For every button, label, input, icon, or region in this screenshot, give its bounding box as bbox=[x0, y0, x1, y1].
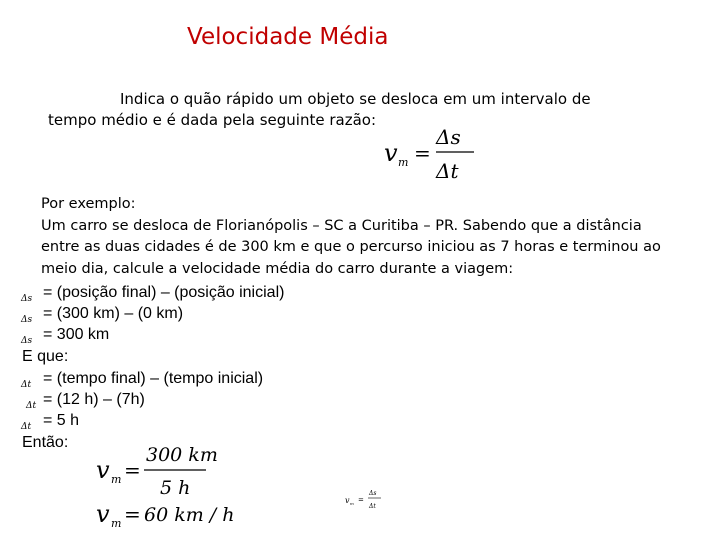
ds-line-3: = 300 km bbox=[43, 326, 110, 343]
dt-line-1: = (tempo final) – (tempo inicial) bbox=[43, 370, 264, 387]
formula-denominator: Δt bbox=[436, 159, 459, 183]
delta-s-symbol: Δs bbox=[21, 336, 33, 346]
small-equals: = bbox=[358, 496, 364, 504]
result-formula-value bbox=[96, 498, 246, 530]
average-velocity-formula bbox=[384, 122, 484, 184]
small-lhs: v bbox=[345, 496, 350, 505]
example-line-3: entre as duas cidades é de 300 km e que o percurso iniciou as 7 horas e terminou ao bbox=[41, 239, 661, 255]
result-sub: m bbox=[111, 473, 122, 486]
delta-t-symbol: Δt bbox=[21, 422, 32, 432]
result-equals: = bbox=[124, 458, 141, 482]
result-numerator: 300 km bbox=[146, 444, 218, 466]
delta-t-symbol: Δt bbox=[21, 380, 32, 390]
intro-line-1: Indica o quão rápido um objeto se desloca em um intervalo de bbox=[120, 90, 591, 108]
delta-t-symbol: Δt bbox=[26, 401, 37, 411]
small-sub: m bbox=[350, 501, 354, 506]
final-lhs: v bbox=[96, 500, 110, 528]
dt-line-3: = 5 h bbox=[43, 412, 80, 429]
ds-line-1: = (posição final) – (posição inicial) bbox=[43, 284, 285, 301]
delta-s-symbol: Δs bbox=[21, 294, 33, 304]
example-line-2: Um carro se desloca de Florianópolis – SC a Curitiba – PR. Sabendo que a distância bbox=[41, 217, 642, 234]
formula-equals: = bbox=[414, 141, 431, 165]
final-value: 60 km / h bbox=[144, 504, 235, 526]
intro-line-2: tempo médio e é dada pela seguinte razão: bbox=[48, 111, 377, 129]
formula-lhs: v bbox=[384, 139, 398, 167]
page-title: Velocidade Média bbox=[187, 24, 389, 50]
dt-line-2: = (12 h) – (7h) bbox=[43, 391, 145, 408]
final-sub: m bbox=[111, 517, 122, 530]
example-text bbox=[41, 194, 661, 280]
ds-line-2: = (300 km) – (0 km) bbox=[43, 305, 184, 322]
e-que-label: E que: bbox=[22, 348, 69, 365]
formula-sub: m bbox=[398, 156, 409, 169]
formula-numerator: Δs bbox=[436, 125, 461, 149]
small-denominator: Δt bbox=[369, 503, 376, 510]
final-equals: = bbox=[124, 502, 141, 526]
small-numerator: Δs bbox=[369, 490, 377, 497]
example-line-4: meio dia, calcule a velocidade média do carro durante a viagem: bbox=[41, 260, 514, 277]
delta-s-symbol: Δs bbox=[21, 315, 33, 325]
entao-label: Então: bbox=[22, 434, 69, 451]
example-line-1: Por exemplo: bbox=[41, 196, 136, 212]
result-lhs: v bbox=[96, 456, 110, 484]
result-denominator: 5 h bbox=[160, 477, 191, 498]
result-formula-fraction bbox=[96, 440, 226, 498]
small-formula bbox=[345, 486, 385, 514]
